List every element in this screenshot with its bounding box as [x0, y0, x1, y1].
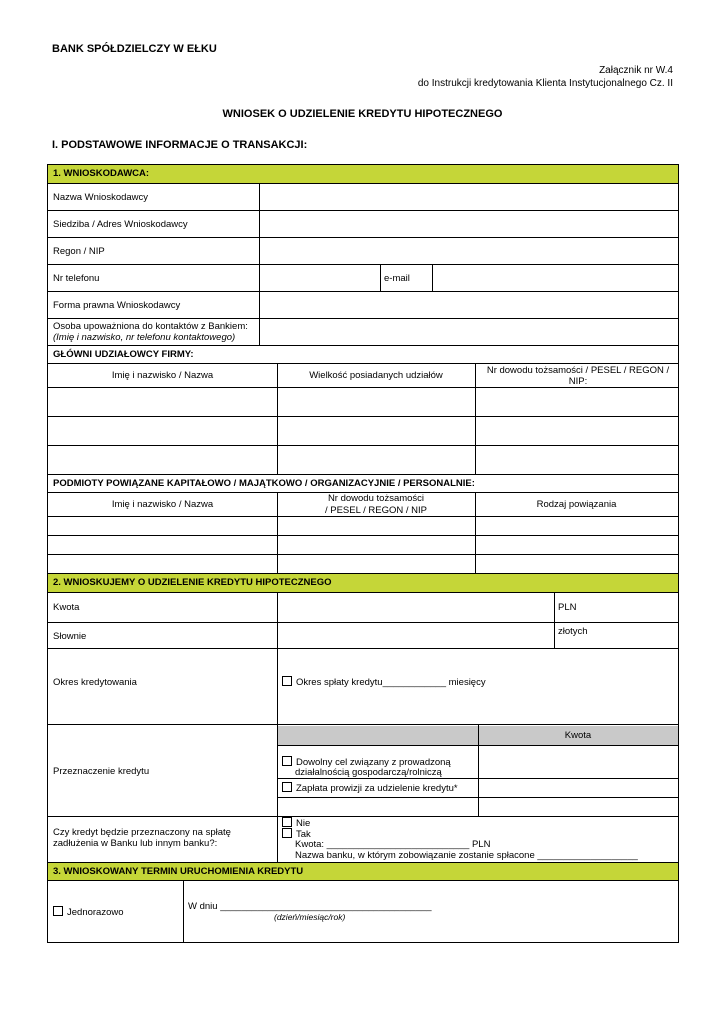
shareholders-col-id: Nr dowodu tożsamości / PESEL / REGON / NIP:	[486, 365, 670, 387]
refinance-bank-field[interactable]: Nazwa banku, w którym zobowiązanie zostanie spłacone ___________________	[295, 850, 638, 861]
disbursement-date-hint: (dzień/miesiąc/rok)	[274, 912, 346, 922]
purpose-commission-label: Zapłata prowizji za udzielenie kredytu*	[296, 783, 458, 794]
disbursement-once-option[interactable]	[53, 906, 124, 918]
period-blank: ____________	[382, 677, 446, 688]
bank-name: BANK SPÓŁDZIELCZY W EŁKU	[52, 43, 217, 55]
disbursement-once-checkbox[interactable]	[53, 906, 63, 916]
purpose-business-checkbox[interactable]	[282, 756, 292, 766]
attachment-reference: do Instrukcji kredytowania Klienta Instytucjonalnego Cz. II	[417, 78, 673, 89]
table-row	[48, 536, 678, 555]
refinance-label-line1: Czy kredyt będzie przeznaczony na spłatę	[53, 827, 231, 838]
column-divider	[475, 364, 476, 475]
period-option-label: Okres spłaty kredytu	[296, 677, 383, 688]
related-col-id-line1: Nr dowodu tożsamości	[327, 493, 425, 504]
related-col-id-line2: / PESEL / REGON / NIP	[324, 505, 428, 516]
credit-section-header: 2. WNIOSKUJEMY O UDZIELENIE KREDYTU HIPOTECZNEGO	[48, 574, 678, 593]
refinance-yes-label: Tak	[296, 829, 311, 840]
credit-words-label: Słownie	[53, 631, 87, 642]
disbursement-divider	[183, 881, 184, 943]
credit-amount-label: Kwota	[53, 602, 80, 613]
document-title: WNIOSEK O UDZIELENIE KREDYTU HIPOTECZNEGO	[222, 108, 503, 120]
shareholders-col-name: Imię i nazwisko / Nazwa	[111, 370, 214, 381]
purpose-business-label: Dowolny cel związany z prowadzoną	[296, 757, 451, 768]
disbursement-date-field[interactable]: W dniu ________________________________________	[188, 901, 432, 912]
refinance-no-checkbox[interactable]	[282, 817, 292, 827]
refinance-label-line2: zadłużenia w Banku lub innym banku?:	[53, 838, 218, 849]
credit-purpose-label: Przeznaczenie kredytu	[53, 766, 150, 777]
credit-amount-row	[48, 593, 678, 623]
related-entities-header: PODMIOTY POWIĄZANE KAPITAŁOWO / MAJĄTKOWO / ORGANIZACYJNIE / PERSONALNIE:	[48, 475, 678, 493]
purpose-commission-checkbox[interactable]	[282, 782, 292, 792]
credit-period-label: Okres kredytowania	[53, 677, 137, 688]
applicant-regon-label: Regon / NIP	[53, 246, 105, 257]
unit-divider	[554, 593, 555, 649]
table-row	[48, 417, 678, 446]
section-title: I. PODSTAWOWE INFORMACJE O TRANSAKCJI:	[52, 139, 308, 151]
email-divider	[432, 265, 433, 292]
applicant-name-label: Nazwa Wnioskodawcy	[53, 192, 149, 203]
disbursement-once-label: Jednorazowo	[67, 907, 124, 918]
disbursement-section-header: 3. WNIOSKOWANY TERMIN URUCHOMIENIA KREDYTU	[48, 863, 678, 881]
attachment-number: Załącznik nr W.4	[599, 65, 673, 76]
applicant-contact-label: Osoba upoważniona do kontaktów z Bankiem:	[53, 321, 248, 332]
credit-words-unit: złotych	[558, 626, 588, 637]
applicant-legal-form-label: Forma prawna Wnioskodawcy	[53, 300, 181, 311]
refinance-amount-field[interactable]: Kwota: ___________________________ PLN	[295, 839, 491, 850]
applicant-section-header: 1. WNIOSKODAWCA:	[48, 165, 678, 184]
phone-divider	[380, 265, 381, 292]
table-row	[48, 388, 678, 417]
applicant-address-label: Siedziba / Adres Wnioskodawcy	[53, 219, 188, 230]
refinance-yes-checkbox[interactable]	[282, 828, 292, 838]
table-row	[48, 555, 678, 574]
applicant-phone-label: Nr telefonu	[53, 273, 100, 284]
refinance-no-label: Nie	[296, 818, 311, 829]
application-form	[47, 164, 679, 943]
applicant-regon-row	[48, 238, 678, 265]
purpose-option-commission[interactable]	[282, 782, 458, 794]
shareholders-header: GŁÓWNI UDZIAŁOWCY FIRMY:	[48, 346, 678, 364]
applicant-divider	[259, 184, 260, 346]
table-row	[48, 446, 678, 475]
applicant-contact-hint: (Imię i nazwisko, nr telefonu kontaktowego)	[53, 332, 236, 343]
period-option[interactable]	[282, 676, 486, 688]
period-checkbox[interactable]	[282, 676, 292, 686]
applicant-email-label: e-mail	[384, 273, 410, 284]
applicant-phone-row	[48, 265, 678, 292]
credit-amount-unit: PLN	[558, 602, 577, 613]
purpose-business-label-cont: działalnością gospodarczą/rolniczą	[295, 767, 442, 778]
shareholders-col-share: Wielkość posiadanych udziałów	[309, 370, 443, 381]
related-col-relation: Rodzaj powiązania	[536, 499, 617, 510]
purpose-amount-header: Kwota	[564, 730, 592, 741]
related-col-name: Imię i nazwisko / Nazwa	[111, 499, 214, 510]
period-unit: miesięcy	[448, 677, 486, 688]
table-row	[48, 517, 678, 536]
